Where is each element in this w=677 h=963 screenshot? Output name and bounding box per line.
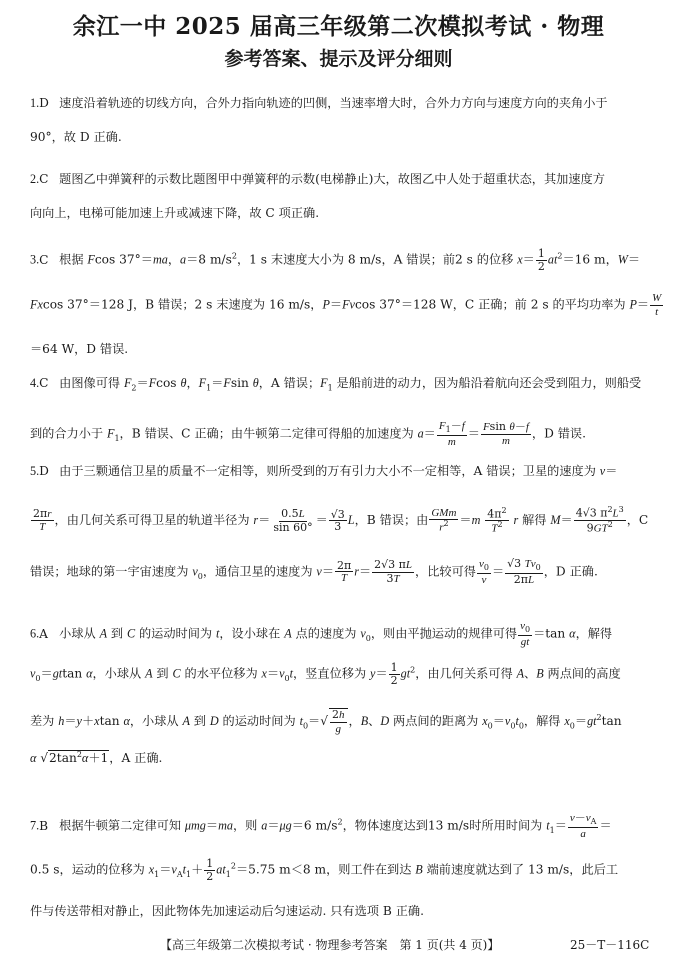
footer-code: 25－T－116C bbox=[570, 938, 650, 952]
page-title: 余江一中 2025 届高三年级第二次模拟考试 · 物理 bbox=[72, 13, 605, 40]
answer-page: 余江一中 2025 届高三年级第二次模拟考试 · 物理 参考答案、提示及评分细则 1.D 速度沿着轨迹的切线方向，合外力指向轨迹的凹侧，当速率增大时，合外力方向与速度方向的夹角小于 90°，故 D 正确. 2.C 题图乙中弹簧秤的示数比题图甲中弹簧秤的示数(电梯静止)大，故图乙中人处于超重状态，其加速度方 向向上，电梯可能加速上升或减速下降，故 C 项正确. 3.C 根据 Fcos 37°＝ma，a＝8 $m/s^2$，1 s 末速度大小为 8 m/s，A 错误；前2 s 的位移 x＝ $\frac{1}{2}$ $at^2=16$ m，W＝ Fxcos 37°＝128 J，B 错误；2 s 末速度为 16 m/s，P＝Fvcos 37°＝128 W，C 正确；前 2 s 的平均功率为 P＝ $\frac{W}{t}$ ＝64 W，D 错误. 4.C 由图像可得 $F_2=Fcos$ θ，$F_1=Fsin$ θ，A 错误；$F_1$ 是船前进的动力，因为船沿着航向还会受到阻力，则船受 到的合力小于 $F_1$，B 错误、C 正确；由牛顿第二定律可得船的加速度为 a＝ $\frac{F_1-f}{m}$ ＝ $\frac{\text{Fsin θ－f}}{m}$ ，D 错误. 5.D 由于三颗通信卫星的质量不一定相等，则所受到的万有引力大小不一定相等，A 错误；卫星的速度为 v＝ $\frac{2\pi r}{T}$ ，由几何关系可得卫星的轨道半径为 r＝ $\frac{0.5L}{\sin 60^\circ}$ ＝ $\frac{√3}{3}$ L，B 错误；由 $\frac{\text{GMm}}{r^2}$ ＝m $\frac{4\pi^2}{T^2}$ r 解得 M＝ $\frac{4√3 \pi^2L^3}{9GT^2}$ ，C 错误；地球的第一宇宙速度为 $v_0$，通信卫星的速度为 v＝ $\frac{2\pi}{T}$ r＝ $\frac{2√3 \pi L}{3T}$ ，比较可得 $\frac{v_0}{v}$ ＝ $\frac{√3 Tv_0}{2\pi L}$ ，D 正确. 6.A 小球从 A 到 C 的运动时间为 t，设小球在 A 点的速度为 $v_0$，则由平抛运动的规律可得 $\frac{v_0}{gt}$ ＝tan α，解得 $v_0=gttan$ α，小球从 A 到 C 的水平位移为 $x=v_0t$，竖直位移为 y＝ $\frac{1}{2}$ $gt^2$，由几何关系可得 A、B 两点间的高度 差为 h＝y＋xtan α，小球从 A 到 D 的运动时间为 $t_0=√$ $\frac{2h}{g}$ ，B、D 两点间的距离为 $x_0=v_0t_0$，解得 $x_0=gt^2\tan$ α $√2\tan^2\alpha+1$，A 正确. 7.B 根据牛顿第二定律可知 μmg＝ma，则 a＝μg＝6 $m/s^2$，物体速度达到13 m/s时所用时间为 $t_1=$ $\frac{v-v_A}{a}$ ＝ 0.5 s，运动的位移为 $x_1=v_At_1+$ $\frac{1}{2}$ $at_1^2=5.75$ m＜8 m，则工件在到达 B 端前速度就达到了 13 m/s，此后工 件与传送带相对静止，因此物体先加速运动后匀速运动. 只有选项 B 正确. 【高三年级第二次模拟考试 · 物理参考答案 第 1 页(共 4 页)】 25－T－116C bbox=[0, 0, 677, 963]
footer-page-info: 【高三年级第二次模拟考试 · 物理参考答案 第 1 页(共 4 页)】 bbox=[160, 938, 500, 952]
page-subtitle: 参考答案、提示及评分细则 bbox=[224, 48, 453, 70]
